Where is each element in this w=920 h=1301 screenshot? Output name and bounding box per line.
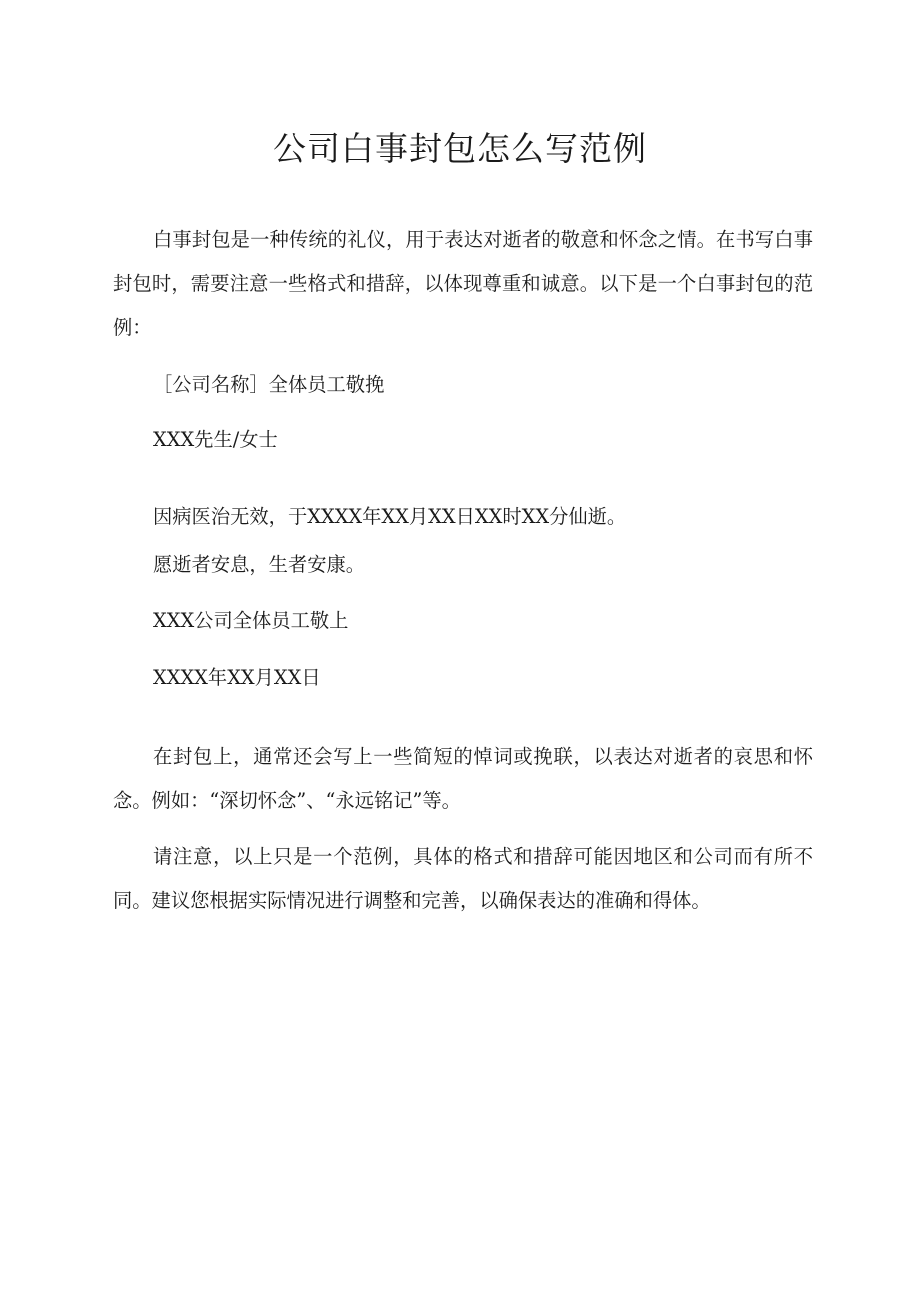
example-recipient: XXX先生/女士 [153, 428, 278, 451]
example-death-notice: 因病医治无效，于XXXX年XX月XX日XX时XX分仙逝。 [153, 505, 627, 528]
document-title: 公司白事封包怎么写范例 [273, 129, 647, 168]
couplet-note-paragraph: 在封包上，通常还会写上一些简短的悼词或挽联，以表达对逝者的哀思和怀念。例如：“深切怀念”、“永远铭记”等。 [113, 745, 813, 812]
example-date: XXXX年XX月XX日 [153, 666, 321, 689]
intro-paragraph: 白事封包是一种传统的礼仪，用于表达对逝者的敬意和怀念之情。在书写白事封包时，需要注意一些格式和措辞，以体现尊重和诚意。以下是一个白事封包的范例： [113, 228, 813, 339]
example-signature: XXX公司全体员工敬上 [153, 609, 349, 632]
example-wish: 愿逝者安息，生者安康。 [153, 553, 366, 576]
example-header: ［公司名称］全体员工敬挽 [153, 373, 385, 396]
disclaimer-paragraph: 请注意，以上只是一个范例，具体的格式和措辞可能因地区和公司而有所不同。建议您根据实际情况进行调整和完善，以确保表达的准确和得体。 [113, 845, 813, 912]
